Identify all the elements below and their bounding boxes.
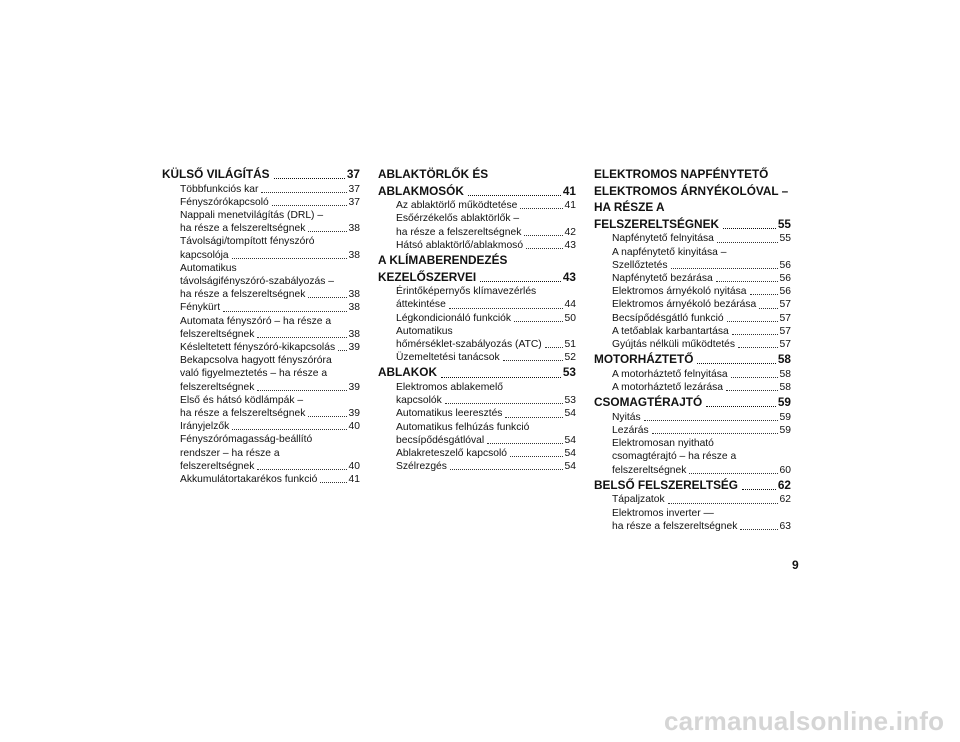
toc-entry <box>594 424 791 437</box>
toc-entry-title: való figyelmeztetés – ha része a <box>180 368 328 380</box>
toc-page-number: 43 <box>562 269 576 284</box>
toc-entry <box>378 381 576 394</box>
toc-entry <box>378 212 576 225</box>
dot-leader <box>732 334 778 335</box>
toc-entry-title: A tetőablak karbantartása <box>612 325 729 337</box>
toc-entry <box>162 262 360 275</box>
toc-page-number: 41 <box>564 200 576 212</box>
toc-entry <box>162 196 360 209</box>
toc-entry-title: Tápaljzatok <box>612 494 665 506</box>
toc-entry <box>162 447 360 460</box>
toc-entry <box>162 407 360 420</box>
toc-section-heading <box>594 217 791 233</box>
toc-entry <box>162 354 360 367</box>
toc-entry-title: Becsípődésgátló funkció <box>612 312 724 324</box>
toc-entry <box>594 298 791 311</box>
toc-section-heading <box>378 167 576 183</box>
toc-entry <box>162 420 360 433</box>
toc-page-number: 57 <box>779 299 791 311</box>
toc-entry <box>378 351 576 364</box>
toc-entry <box>594 272 791 285</box>
dot-leader <box>261 192 346 193</box>
dot-leader <box>505 417 562 418</box>
toc-section-title: FELSZERELTSÉGNEK <box>594 216 719 231</box>
dot-leader <box>449 308 563 309</box>
toc-page-number: 52 <box>564 352 576 364</box>
toc-page-number: 62 <box>777 477 791 492</box>
toc-entry-title: becsípődésgátlóval <box>396 434 485 446</box>
toc-entry-title: Automatikus <box>180 262 237 274</box>
toc-section-heading <box>378 253 576 269</box>
toc-entry-title: A motorháztető lezárása <box>612 382 724 393</box>
toc-entry <box>594 285 791 298</box>
dot-leader <box>232 258 347 259</box>
toc-section-heading <box>594 395 791 411</box>
toc-page-number: 37 <box>346 167 360 181</box>
toc-entry-title: Automatikus leeresztés <box>396 408 503 420</box>
toc-entry <box>594 232 791 245</box>
toc-page-number: 54 <box>564 434 576 446</box>
dot-leader <box>738 347 777 348</box>
toc-entry-title: Szélrezgés <box>396 461 447 473</box>
toc-entry <box>594 520 791 533</box>
toc-entry <box>162 209 360 222</box>
dot-leader <box>487 443 562 444</box>
toc-entry-title: kapcsolók <box>396 395 442 407</box>
dot-leader <box>257 337 346 338</box>
toc-section-heading <box>594 167 791 183</box>
toc-entry-title: Hátsó ablaktörlő/ablakmosó <box>396 239 524 251</box>
dot-leader <box>510 456 562 457</box>
toc-entry <box>378 407 576 420</box>
toc-entry-title: Elektromos ablakemelő <box>396 382 504 393</box>
dot-leader <box>320 482 346 483</box>
toc-entry <box>162 315 360 328</box>
toc-entry <box>594 246 791 259</box>
toc-entry <box>594 507 791 520</box>
dot-leader <box>257 469 346 470</box>
toc-page-number: 54 <box>564 461 576 473</box>
toc-entry-title: rendszer – ha része a <box>180 447 280 459</box>
toc-page-number: 40 <box>348 421 360 433</box>
toc-entry <box>594 368 791 381</box>
dot-leader <box>726 390 777 391</box>
toc-section-heading <box>594 200 791 216</box>
toc-entry <box>162 381 360 394</box>
toc-page-number: 42 <box>564 226 576 238</box>
toc-entry <box>378 226 576 239</box>
toc-entry-title: Napfénytető bezárása <box>612 272 713 284</box>
toc-entry-title: ha része a felszereltségnek <box>180 408 306 420</box>
toc-page-number: 37 <box>348 183 360 195</box>
toc-section-heading <box>378 365 576 381</box>
toc-entry <box>162 222 360 235</box>
toc-page-number: 41 <box>348 474 360 486</box>
dot-leader <box>731 377 778 378</box>
toc-page-number: 63 <box>779 520 791 532</box>
dot-leader <box>689 473 777 474</box>
toc-section-title: ELEKTROMOS NAPFÉNYTETŐ <box>594 167 769 181</box>
toc-page-number: 40 <box>348 460 360 472</box>
toc-entry <box>378 285 576 298</box>
toc-section-heading <box>378 270 576 286</box>
dot-leader <box>644 420 778 421</box>
toc-entry <box>378 460 576 473</box>
toc-page-number: 50 <box>564 312 576 324</box>
toc-page-number: 39 <box>348 408 360 420</box>
toc-entry-title: felszereltségnek <box>612 464 687 476</box>
toc-entry-title: Automata fényszóró – ha része a <box>180 315 332 327</box>
toc-entry <box>594 411 791 424</box>
toc-entry-title: Nappali menetvilágítás (DRL) – <box>180 210 324 221</box>
dot-leader <box>524 235 562 236</box>
dot-leader <box>445 403 563 404</box>
page-number: 9 <box>792 558 799 572</box>
toc-entry-title: áttekintése <box>396 299 446 311</box>
toc-entry <box>162 235 360 248</box>
toc-page-number: 38 <box>348 223 360 235</box>
dot-leader <box>545 347 563 348</box>
toc-page-number: 60 <box>779 464 791 476</box>
toc-section-title: ABLAKOK <box>378 365 437 380</box>
toc-entry <box>162 341 360 354</box>
toc-page-number: 55 <box>777 216 791 231</box>
toc-entry <box>378 239 576 252</box>
toc-entry-title: Fényszórómagasság-beállító <box>180 434 313 446</box>
toc-entry-title: Szellőztetés <box>612 259 668 271</box>
dot-leader <box>706 406 776 407</box>
toc-section-title: CSOMAGTÉRAJTÓ <box>594 395 703 410</box>
dot-leader <box>308 297 346 298</box>
toc-section-heading <box>378 184 576 200</box>
dot-leader <box>441 377 561 378</box>
toc-entry-title: Üzemeltetési tanácsok <box>396 352 500 364</box>
toc-entry <box>378 421 576 434</box>
toc-page-number: 58 <box>779 382 791 393</box>
toc-entry <box>162 473 360 486</box>
toc-page-number: 38 <box>348 249 360 261</box>
toc-page-number: 38 <box>348 289 360 301</box>
toc-page-number: 56 <box>779 259 791 271</box>
toc-entry-title: Késleltetett fényszóró-kikapcsolás <box>180 342 336 354</box>
toc-entry-title: Automatikus felhúzás funkció <box>396 421 530 433</box>
toc-entry-title: felszereltségnek <box>180 381 255 393</box>
toc-entry <box>378 325 576 338</box>
dot-leader <box>759 308 777 309</box>
toc-section-title: ABLAKTÖRLŐK ÉS <box>378 167 489 181</box>
dot-leader <box>520 208 562 209</box>
toc-column-1 <box>162 166 360 486</box>
toc-entry <box>162 275 360 288</box>
toc-page-number: 58 <box>779 368 791 380</box>
toc-page-number: 38 <box>348 302 360 314</box>
toc-entry <box>594 312 791 325</box>
toc-entry-title: Érintőképernyős klímavezérlés <box>396 286 537 298</box>
toc-entry-title: Többfunkciós kar <box>180 183 259 195</box>
dot-leader <box>503 360 563 361</box>
toc-entry-title: Első és hátsó ködlámpák – <box>180 394 304 406</box>
toc-entry <box>594 493 791 506</box>
toc-entry-title: felszereltségnek <box>180 328 255 340</box>
dot-leader <box>308 231 346 232</box>
dot-leader <box>750 294 778 295</box>
dot-leader <box>727 321 778 322</box>
toc-page-number: 59 <box>779 425 791 436</box>
toc-page-number: 51 <box>564 339 576 350</box>
toc-page-number: 53 <box>564 395 576 407</box>
toc-entry <box>594 437 791 450</box>
toc-entry-title: A napfénytető kinyitása – <box>612 246 727 258</box>
dot-leader <box>468 195 561 196</box>
toc-section-title: KÜLSŐ VILÁGÍTÁS <box>162 167 270 181</box>
toc-entry <box>162 301 360 314</box>
dot-leader <box>272 205 347 206</box>
dot-leader <box>526 248 562 249</box>
toc-entry-title: Elektromos inverter — <box>612 507 714 519</box>
toc-entry-title: ha része a felszereltségnek <box>612 520 738 532</box>
toc-page-number: 55 <box>779 233 791 245</box>
toc-section-title: ABLAKMOSÓK <box>378 183 464 198</box>
dot-leader <box>274 178 345 179</box>
dot-leader <box>450 469 563 470</box>
toc-entry-title: Fényszórókapcsoló <box>180 196 269 208</box>
toc-entry-title: A motorháztető felnyitása <box>612 368 728 380</box>
toc-section-title: BELSŐ FELSZERELTSÉG <box>594 477 738 492</box>
toc-entry <box>162 249 360 262</box>
toc-page-number: 57 <box>779 312 791 324</box>
dot-leader <box>480 281 561 282</box>
toc-entry <box>378 199 576 212</box>
toc-page-number: 62 <box>779 494 791 506</box>
toc-section-heading <box>594 478 791 494</box>
toc-entry-title: Távolsági/tompított fényszóró <box>180 236 315 248</box>
toc-page-number: 57 <box>779 325 791 337</box>
toc-section-title: KEZELŐSZERVEI <box>378 269 477 284</box>
toc-section-title: A KLÍMABERENDEZÉS <box>378 253 508 267</box>
toc-page-number: 39 <box>348 381 360 393</box>
toc-page-number: 59 <box>777 395 791 410</box>
toc-section-title: MOTORHÁZTETŐ <box>594 352 694 367</box>
toc-page-number: 53 <box>562 365 576 380</box>
toc-section-heading <box>594 184 791 200</box>
toc-entry <box>162 183 360 196</box>
toc-entry <box>378 434 576 447</box>
toc-entry <box>594 464 791 477</box>
toc-entry-title: Irányjelzők <box>180 421 230 433</box>
toc-column-2 <box>378 166 576 473</box>
watermark: carmanualsonline.info <box>664 706 945 736</box>
toc-entry-title: Elektromos árnyékoló bezárása <box>612 299 757 311</box>
toc-entry-title: Az ablaktörlő működtetése <box>396 200 518 212</box>
dot-leader <box>232 429 346 430</box>
dot-leader <box>742 489 776 490</box>
toc-page-number: 43 <box>564 239 576 251</box>
toc-entry-title: Napfénytető felnyitása <box>612 233 714 245</box>
dot-leader <box>697 363 775 364</box>
toc-entry-title: Lezárás <box>612 425 649 436</box>
toc-entry-title: hőmérséklet-szabályozás (ATC) <box>396 339 542 350</box>
dot-leader <box>338 350 346 351</box>
toc-entry <box>594 259 791 272</box>
toc-entry <box>594 338 791 351</box>
toc-entry-title: Elektromos árnyékoló nyitása <box>612 286 747 298</box>
dot-leader <box>740 529 777 530</box>
toc-entry-title: Akkumulátortakarékos funkció <box>180 474 318 486</box>
toc-entry-title: kapcsolója <box>180 249 229 261</box>
toc-entry <box>378 447 576 460</box>
toc-entry-title: Fénykürt <box>180 302 221 314</box>
toc-column-3 <box>594 166 791 533</box>
toc-entry <box>594 450 791 463</box>
toc-entry-title: Légkondicionáló funkciók <box>396 312 512 324</box>
toc-page-number: 37 <box>348 196 360 208</box>
toc-entry <box>378 298 576 311</box>
toc-page-number: 38 <box>348 328 360 340</box>
toc-entry-title: ha része a felszereltségnek <box>396 226 522 238</box>
toc-entry <box>162 328 360 341</box>
dot-leader <box>257 390 346 391</box>
dot-leader <box>308 416 346 417</box>
toc-entry <box>162 460 360 473</box>
toc-page-number: 57 <box>779 339 791 350</box>
toc-entry-title: csomagtérajtó – ha része a <box>612 451 737 463</box>
toc-page-number: 44 <box>564 299 576 311</box>
toc-entry-title: ha része a felszereltségnek <box>180 289 306 301</box>
toc-section-title: ELEKTROMOS ÁRNYÉKOLÓVAL – <box>594 183 789 198</box>
dot-leader <box>223 311 346 312</box>
toc-entry-title: távolságifényszóró-szabályozás – <box>180 276 334 288</box>
toc-entry-title: felszereltségnek <box>180 460 255 472</box>
toc-page-number: 58 <box>777 352 791 367</box>
toc-section-heading <box>162 167 360 183</box>
dot-leader <box>717 242 778 243</box>
toc-entry-title: Elektromosan nyitható <box>612 438 714 450</box>
toc-entry <box>378 338 576 351</box>
dot-leader <box>671 268 778 269</box>
toc-entry-title: ha része a felszereltségnek <box>180 223 306 235</box>
toc-page-number: 59 <box>779 411 791 423</box>
toc-entry <box>378 394 576 407</box>
toc-entry <box>162 288 360 301</box>
toc-page-number: 56 <box>779 272 791 284</box>
toc-page-number: 54 <box>564 408 576 420</box>
toc-entry <box>594 325 791 338</box>
toc-entry-title: Esőérzékelős ablaktörlők – <box>396 213 520 225</box>
toc-page-number: 56 <box>779 286 791 298</box>
toc-entry <box>162 433 360 446</box>
dot-leader <box>716 281 778 282</box>
toc-entry-title: Gyújtás nélküli működtetés <box>612 339 736 350</box>
dot-leader <box>652 433 778 434</box>
toc-page-number: 39 <box>348 342 360 354</box>
dot-leader <box>723 228 776 229</box>
toc-entry <box>378 312 576 325</box>
toc-entry-title: Automatikus <box>396 325 453 337</box>
dot-leader <box>514 321 562 322</box>
toc-page-number: 41 <box>562 183 576 198</box>
toc-section-heading <box>594 352 791 368</box>
toc-entry <box>594 381 791 394</box>
toc-entry <box>162 394 360 407</box>
toc-entry-title: Nyitás <box>612 411 641 423</box>
toc-entry-title: Bekapcsolva hagyott fényszóróra <box>180 355 332 367</box>
toc-entry-title: Ablakreteszelő kapcsoló <box>396 448 508 460</box>
toc-page-number: 54 <box>564 448 576 460</box>
dot-leader <box>668 503 778 504</box>
toc-entry <box>162 367 360 380</box>
toc-section-title: HA RÉSZE A <box>594 200 665 215</box>
